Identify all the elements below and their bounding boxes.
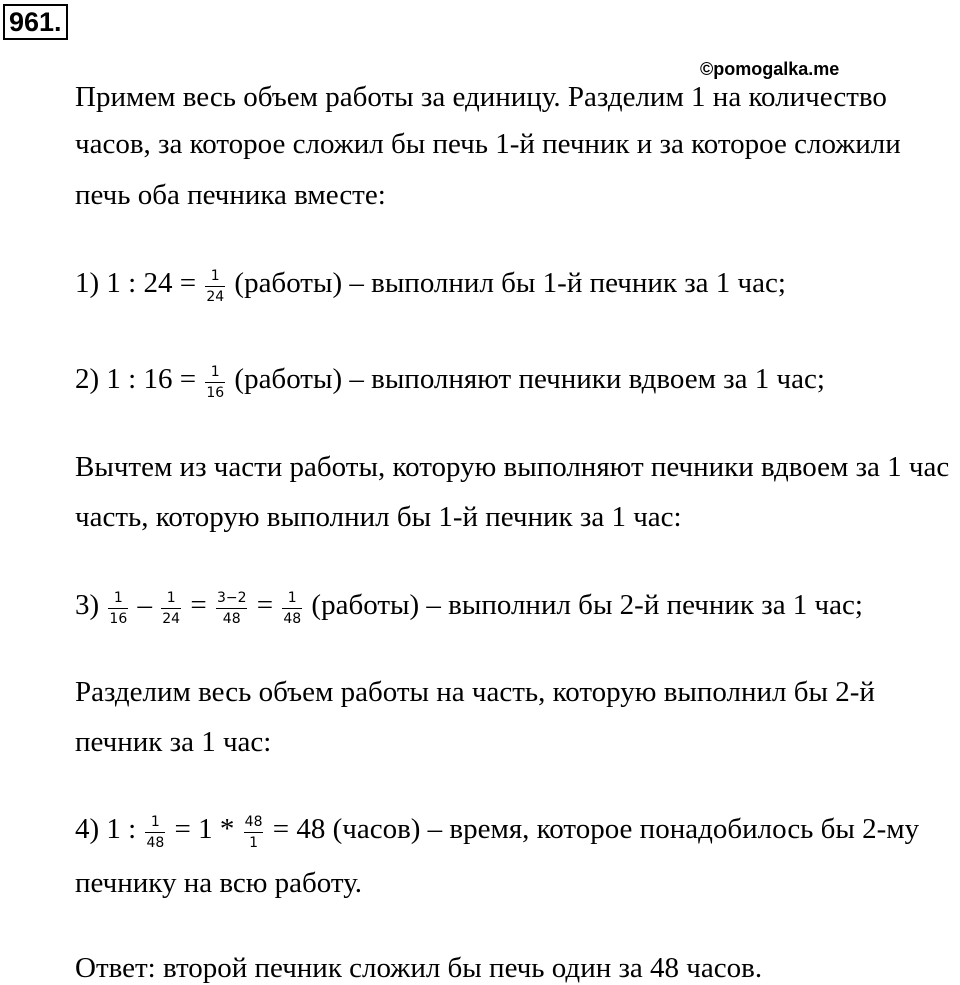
step-1-fraction — [205, 268, 225, 306]
step-3-prefix: 3) — [75, 589, 100, 621]
step-4-fraction-1-numerator: 1 — [145, 814, 165, 833]
step-3-minus: – — [137, 589, 152, 621]
step-4-line-2: печнику на всю работу. — [75, 867, 363, 899]
step-3-equals-2: = — [256, 589, 274, 621]
step-2 — [75, 362, 825, 400]
watermark: ©pomogalka.me — [700, 59, 840, 79]
middle-line-2: часть, которую выполнил бы 1-й печник за 1 час: — [75, 501, 682, 533]
problem-number: 961. — [3, 4, 68, 40]
step-1 — [75, 266, 786, 304]
step-3-fraction-3-numerator: 3−2 — [216, 590, 248, 609]
intro-line-1: Примем весь объем работы за единицу. Разделим 1 на количество — [75, 81, 887, 113]
step-3-equals-1: = — [190, 589, 207, 621]
step-1-prefix: 1) 1 : 24 = — [75, 267, 197, 299]
step-4-fraction-1-denominator: 48 — [146, 835, 165, 852]
middle-line-1: Вычтем из части работы, которую выполняют печники вдвоем за 1 час — [75, 451, 950, 483]
divide-line-2: печник за 1 час: — [75, 726, 272, 758]
step-2-fraction-denominator: 16 — [206, 385, 225, 402]
step-4-prefix: 4) 1 : — [75, 813, 137, 845]
step-3-fraction-2-denominator: 24 — [162, 611, 181, 628]
step-4-fraction-2-denominator: 1 — [249, 835, 259, 852]
intro-line-2: часов, за которое сложил бы печь 1-й печник и за которое сложили — [75, 128, 901, 160]
intro-line-3: печь оба печника вместе: — [75, 179, 386, 211]
step-4-middle: = 1 * — [174, 813, 235, 845]
step-2-fraction-numerator: 1 — [205, 364, 225, 383]
step-2-suffix: (работы) – выполняют печники вдвоем за 1 час; — [234, 363, 825, 395]
step-4-fraction-2 — [244, 814, 264, 852]
step-3-fraction-3-denominator: 48 — [222, 611, 241, 628]
step-2-prefix: 2) 1 : 16 = — [75, 363, 197, 395]
step-4 — [75, 812, 919, 850]
divide-line-1: Разделим весь объем работы на часть, которую выполнил бы 2-й — [75, 676, 875, 708]
step-3-fraction-4-numerator: 1 — [282, 590, 302, 609]
step-3-fraction-4-denominator: 48 — [283, 611, 302, 628]
step-3-fraction-1 — [108, 590, 128, 628]
step-4-fraction-1 — [145, 814, 165, 852]
step-3-fraction-2 — [161, 590, 181, 628]
step-4-fraction-2-numerator: 48 — [244, 814, 264, 833]
answer: Ответ: второй печник сложил бы печь один за 48 часов. — [75, 952, 763, 984]
step-1-fraction-denominator: 24 — [206, 289, 225, 306]
step-3-fraction-2-numerator: 1 — [161, 590, 181, 609]
step-4-suffix: = 48 (часов) – время, которое понадобилось бы 2-му — [272, 813, 920, 845]
step-3-fraction-3 — [216, 590, 248, 628]
step-3-suffix: (работы) – выполнил бы 2-й печник за 1 час; — [311, 589, 863, 621]
step-3 — [75, 588, 863, 626]
step-3-fraction-1-denominator: 16 — [109, 611, 128, 628]
step-3-fraction-4 — [282, 590, 302, 628]
step-3-fraction-1-numerator: 1 — [108, 590, 128, 609]
step-2-fraction — [205, 364, 225, 402]
step-1-suffix: (работы) – выполнил бы 1-й печник за 1 час; — [234, 267, 786, 299]
step-1-fraction-numerator: 1 — [205, 268, 225, 287]
